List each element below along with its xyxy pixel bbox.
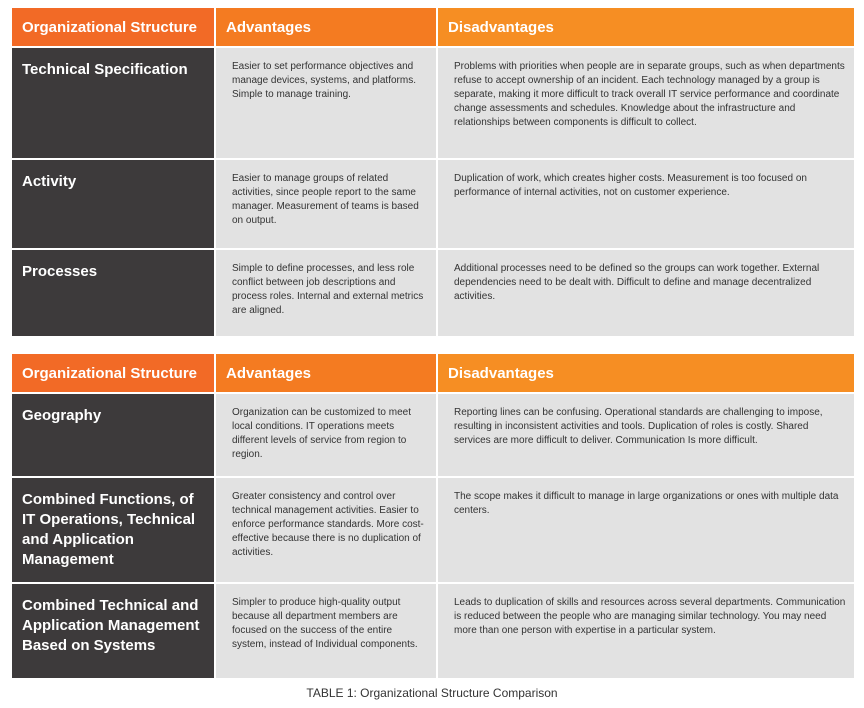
- header-advantages: Advantages: [214, 8, 436, 46]
- table-row: [12, 248, 854, 336]
- table-row: [12, 46, 854, 158]
- header-structure: Organizational Structure: [12, 8, 214, 46]
- header-disadvantages: Disadvantages: [436, 8, 854, 46]
- row-structure: Geography: [12, 394, 214, 476]
- comparison-table-2: [12, 354, 854, 678]
- table-row: [12, 476, 854, 582]
- row-structure: Processes: [12, 250, 214, 336]
- row-advantages: Greater consistency and control over technical management activities. Easier to enforce performance standards. More cost-effective because there is no duplication of activities.: [214, 478, 436, 582]
- row-disadvantages: Reporting lines can be confusing. Operational standards are challenging to impose, resulting in inconsistent activities and tools. Duplication of roles is costly. Shared services are more difficult to deliver. Communication Is more difficult.: [436, 394, 854, 476]
- header-advantages: Advantages: [214, 354, 436, 392]
- header-structure: Organizational Structure: [12, 354, 214, 392]
- comparison-table-1: [12, 8, 854, 336]
- row-advantages: Easier to manage groups of related activities, since people report to the same manager. Measurement of teams is based on output.: [214, 160, 436, 248]
- row-structure: Technical Specification: [12, 48, 214, 158]
- table-row: [12, 582, 854, 678]
- row-advantages: Simpler to produce high-quality output because all department members are focused on the success of the entire system, instead of Individual components.: [214, 584, 436, 678]
- row-disadvantages: The scope makes it difficult to manage in large organizations or ones with multiple data centers.: [436, 478, 854, 582]
- row-structure: Activity: [12, 160, 214, 248]
- row-advantages: Organization can be customized to meet local conditions. IT operations meets different levels of service from region to region.: [214, 394, 436, 476]
- table-header: [12, 354, 854, 392]
- header-disadvantages: Disadvantages: [436, 354, 854, 392]
- table-row: [12, 158, 854, 248]
- table-caption: TABLE 1: Organizational Structure Comparison: [306, 686, 558, 700]
- row-structure: Combined Functions, of IT Operations, Technical and Application Management: [12, 478, 214, 582]
- row-disadvantages: Additional processes need to be defined so the groups can work together. External dependencies need to be dealt with. Difficult to define and manage decentralized activities.: [436, 250, 854, 336]
- table-header: [12, 8, 854, 46]
- row-structure: Combined Technical and Application Management Based on Systems: [12, 584, 214, 678]
- row-disadvantages: Problems with priorities when people are in separate groups, such as when departments refuse to accept ownership of an incident. Each technology managed by a group is separate, making it more difficult to track overall IT service performance and coordinate change assessments and schedules. Knowledge about the infrastructure and relationships between components is difficult to collect.: [436, 48, 854, 158]
- row-advantages: Simple to define processes, and less role conflict between job descriptions and process roles. Internal and external metrics are aligned.: [214, 250, 436, 336]
- table-row: [12, 392, 854, 476]
- row-disadvantages: Leads to duplication of skills and resources across several departments. Communication is reduced between the people who are managing similar technology. You may need more than one person with expertise in a particular system.: [436, 584, 854, 678]
- row-advantages: Easier to set performance objectives and manage devices, systems, and platforms. Simple to manage training.: [214, 48, 436, 158]
- row-disadvantages: Duplication of work, which creates higher costs. Measurement is too focused on performance of internal activities, not on customer experience.: [436, 160, 854, 248]
